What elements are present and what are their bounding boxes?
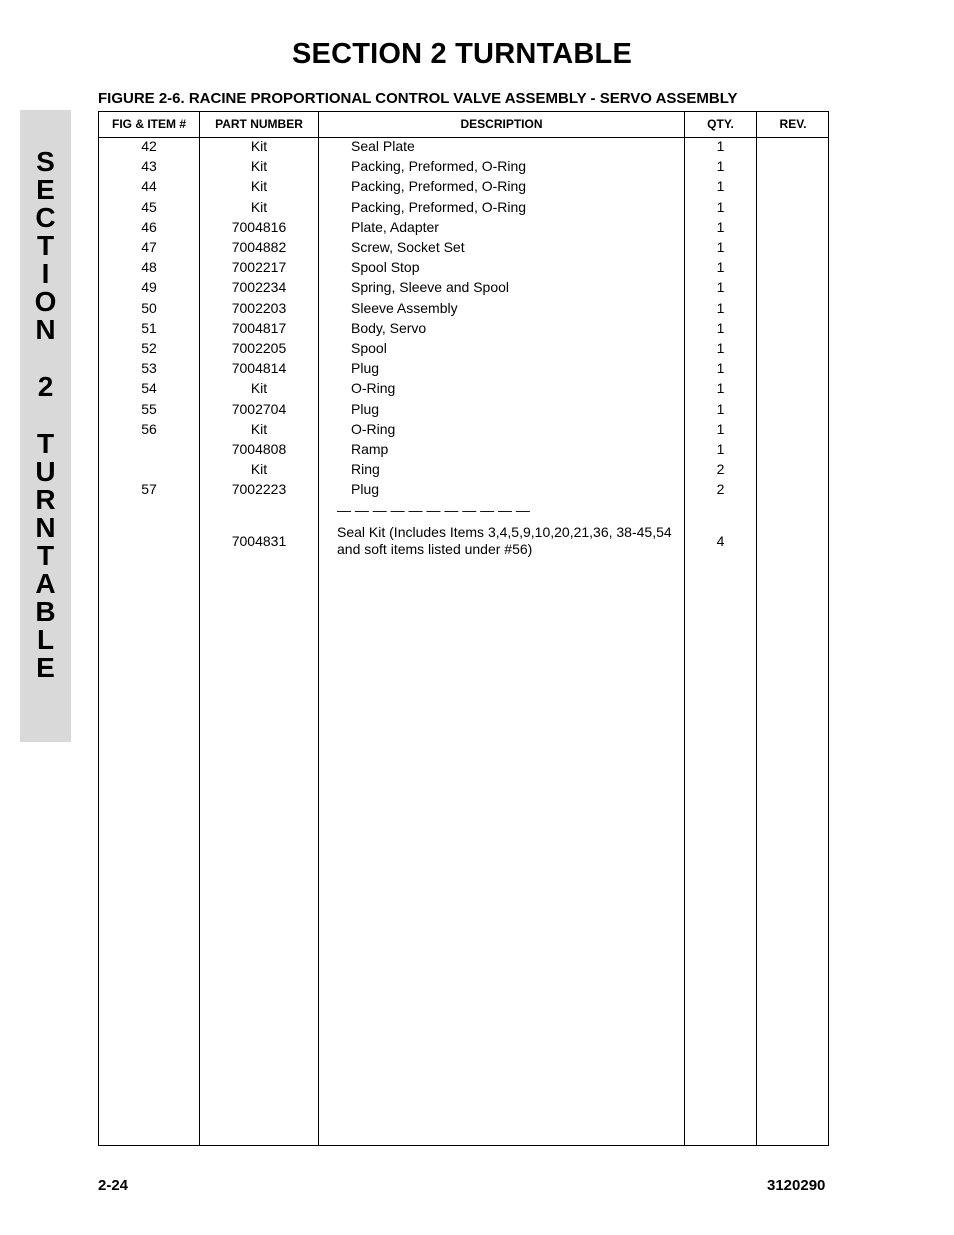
row-part-number: Kit — [250, 138, 268, 154]
side-tab-letter: C — [35, 202, 56, 233]
page-number: 2-24 — [98, 1177, 129, 1194]
row-qty: 1 — [716, 219, 725, 235]
row-description: Plug — [351, 481, 380, 497]
row-part-number: Kit — [250, 380, 268, 396]
row-description: Ramp — [351, 441, 389, 457]
row-item-number: 56 — [141, 421, 157, 437]
column-header-fig-item: FIG & ITEM # — [111, 117, 186, 131]
row-part-number: Kit — [250, 178, 268, 194]
row-item-number: 47 — [141, 239, 157, 255]
row-item-number: 45 — [141, 199, 157, 215]
side-tab-letter: N — [35, 314, 56, 345]
row-description: Sleeve Assembly — [351, 300, 458, 316]
row-description: O-Ring — [351, 421, 396, 437]
row-part-number: 7002203 — [231, 300, 287, 316]
row-qty: 1 — [716, 279, 725, 295]
row-description: Spring, Sleeve and Spool — [351, 279, 509, 295]
row-qty: 1 — [716, 320, 725, 336]
row-description: Spool Stop — [351, 259, 420, 275]
row-item-number: 43 — [141, 158, 157, 174]
row-part-number: Kit — [250, 158, 268, 174]
side-tab-letter: N — [35, 512, 56, 543]
row-description: Plug — [351, 401, 380, 417]
column-header-rev: REV. — [779, 117, 807, 131]
row-part-number: 7004808 — [231, 441, 287, 457]
document-number: 3120290 — [767, 1177, 826, 1194]
row-item-number: 50 — [141, 300, 157, 316]
side-tab-letter: T — [36, 428, 55, 459]
figure-title: FIGURE 2-6. RACINE PROPORTIONAL CONTROL VALVE ASSEMBLY - SERVO ASSEMBLY — [98, 90, 738, 107]
row-item-number: 54 — [141, 380, 157, 396]
row-description: Seal Plate — [351, 138, 415, 154]
row-qty: 1 — [716, 401, 725, 417]
section-side-tab — [20, 110, 71, 742]
side-tab-letter: A — [35, 568, 56, 599]
kit-description-line1: Seal Kit (Includes Items 3,4,5,9,10,20,21,36, 38-45,54 — [337, 524, 672, 540]
kit-part-number: 7004831 — [231, 533, 287, 549]
row-part-number: 7002217 — [231, 259, 287, 275]
row-part-number: 7002234 — [231, 279, 287, 295]
column-divider — [756, 112, 757, 1145]
row-description: Plate, Adapter — [351, 219, 439, 235]
row-description: Body, Servo — [351, 320, 427, 336]
row-part-number: Kit — [250, 461, 268, 477]
row-item-number: 42 — [141, 138, 157, 154]
row-qty: 1 — [716, 340, 725, 356]
row-item-number: 46 — [141, 219, 157, 235]
side-tab-letter: B — [35, 596, 56, 627]
row-description: Spool — [351, 340, 387, 356]
row-qty: 1 — [716, 239, 725, 255]
row-item-number: 57 — [141, 481, 157, 497]
side-tab-letter: U — [35, 456, 56, 487]
parts-table — [98, 111, 829, 1146]
row-description: Plug — [351, 360, 380, 376]
side-tab-letter: S — [36, 146, 55, 177]
side-tab-letter: E — [36, 174, 55, 205]
row-item-number: 49 — [141, 279, 157, 295]
side-tab-letter: O — [34, 286, 57, 317]
column-divider — [318, 112, 319, 1145]
row-part-number: 7004817 — [231, 320, 287, 336]
row-part-number: 7002704 — [231, 401, 287, 417]
kit-description-line2: and soft items listed under #56) — [337, 541, 533, 557]
row-description: Ring — [351, 461, 380, 477]
row-part-number: 7002205 — [231, 340, 287, 356]
row-part-number: 7004816 — [231, 219, 287, 235]
row-description: Screw, Socket Set — [351, 239, 465, 255]
row-qty: 1 — [716, 360, 725, 376]
side-tab-letter: L — [36, 624, 55, 655]
row-description: Packing, Preformed, O-Ring — [351, 199, 527, 215]
row-qty: 2 — [716, 461, 725, 477]
column-header-qty: QTY. — [707, 117, 734, 131]
row-description: Packing, Preformed, O-Ring — [351, 158, 527, 174]
kit-qty: 4 — [716, 533, 725, 549]
row-part-number: Kit — [250, 199, 268, 215]
row-qty: 1 — [716, 199, 725, 215]
side-tab-letter: R — [35, 484, 56, 515]
row-qty: 1 — [716, 300, 725, 316]
column-header-part-number: PART NUMBER — [215, 117, 303, 131]
side-tab-letter: T — [36, 230, 55, 261]
section-title: SECTION 2 TURNTABLE — [292, 38, 632, 70]
row-qty: 1 — [716, 421, 725, 437]
table-separator: — — — — — — — — — — — — [337, 502, 530, 518]
row-item-number: 52 — [141, 340, 157, 356]
column-header-description: DESCRIPTION — [460, 117, 543, 131]
row-qty: 2 — [716, 481, 725, 497]
row-part-number: 7002223 — [231, 481, 287, 497]
row-description: O-Ring — [351, 380, 396, 396]
row-part-number: Kit — [250, 421, 268, 437]
row-qty: 1 — [716, 441, 725, 457]
row-qty: 1 — [716, 178, 725, 194]
side-tab-letter: T — [36, 540, 55, 571]
row-item-number: 53 — [141, 360, 157, 376]
side-tab-letter: 2 — [37, 371, 54, 402]
row-qty: 1 — [716, 138, 725, 154]
row-item-number: 55 — [141, 401, 157, 417]
row-qty: 1 — [716, 380, 725, 396]
row-part-number: 7004882 — [231, 239, 287, 255]
row-item-number: 51 — [141, 320, 157, 336]
side-tab-letter: E — [36, 652, 55, 683]
row-item-number: 44 — [141, 178, 157, 194]
row-item-number: 48 — [141, 259, 157, 275]
row-part-number: 7004814 — [231, 360, 287, 376]
row-qty: 1 — [716, 158, 725, 174]
row-qty: 1 — [716, 259, 725, 275]
row-description: Packing, Preformed, O-Ring — [351, 178, 527, 194]
side-tab-letter: I — [41, 258, 50, 289]
